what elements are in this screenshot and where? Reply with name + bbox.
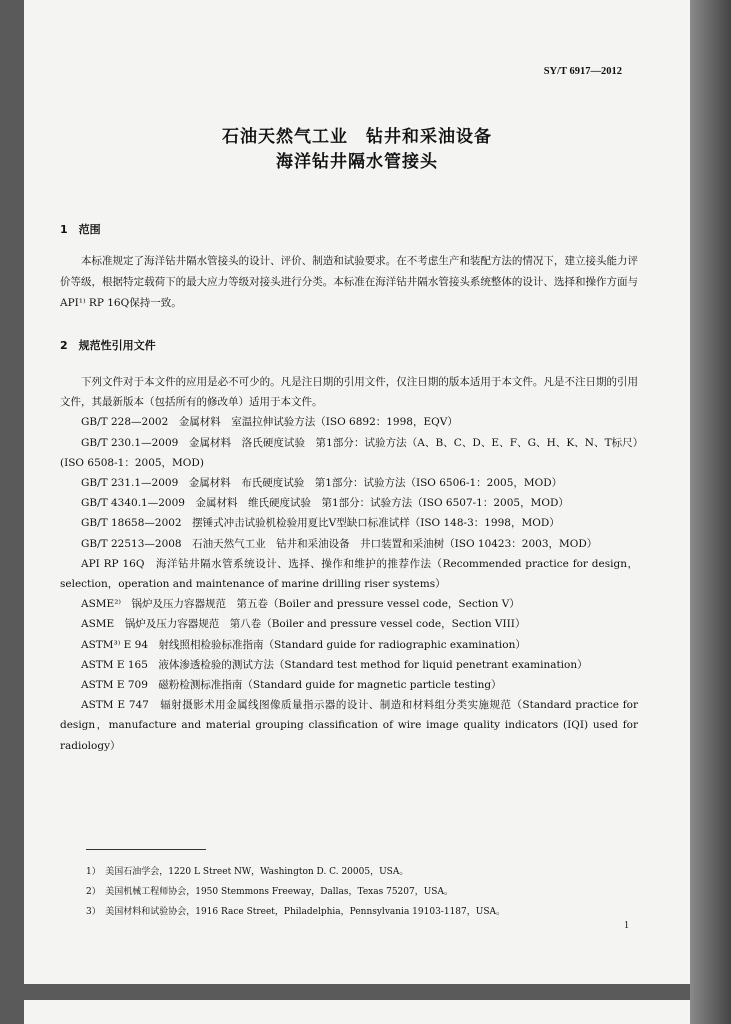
reference-item: ASME 锅炉及压力容器规范 第八卷（Boiler and pressure vessel code，Section VIII） [81,618,526,631]
reference-item: ASME²⁾ 锅炉及压力容器规范 第五卷（Boiler and pressure vessel code，Section V） [81,598,520,611]
references-intro: 下列文件对于本文件的应用是必不可少的。凡是注日期的引用文件，仅注日期的版本适用于本文件。凡是不注日期的引用文件，其最新版本（包括所有的修改单）适用于本文件。 [60,376,638,409]
page-number: 1 [624,920,629,931]
document-page [24,0,690,984]
footnote-divider [86,849,206,850]
references-block [60,372,638,756]
section-2-heading: 2 规范性引用文件 [60,339,156,352]
next-page-edge [24,1000,690,1024]
reference-item: GB/T 18658—2002 摆锤式冲击试验机检验用夏比V型缺口标准试样（ISO 148-3：1998，MOD） [81,517,560,530]
footnote-item: 2） 美国机械工程师协会，1950 Stemmons Freeway，Dallas，Texas 75207，USA。 [86,887,453,897]
reference-item: GB/T 4340.1—2009 金属材料 维氏硬度试验 第1部分：试验方法（ISO 6507-1：2005，MOD） [81,497,569,510]
reference-item: ASTM E 165 液体渗透检验的测试方法（Standard test method for liquid penetrant examination） [81,658,588,671]
footnote-item: 3） 美国材料和试验协会，1916 Race Street，Philadelphia，Pennsylvania 19103-1187，USA。 [86,907,505,917]
background-shade [690,0,731,1024]
section-1-heading: 1 范围 [60,223,101,236]
reference-item: ASTM E 747 辐射摄影术用金属线图像质量指示器的设计、制造和材料组分类实施规范（Standard practice for design，manufacture and material grouping classification of wire image quality indicators (IQI) used for radiology） [60,699,638,752]
title-line-1: 石油天然气工业 钻井和采油设备 [222,127,492,147]
reference-item: ASTM E 709 磁粉检测标准指南（Standard guide for magnetic particle testing） [81,679,502,692]
reference-item: API RP 16Q 海洋钻井隔水管系统设计、选择、操作和维护的推荐作法（Recommended practice for design，selection，operation and maintenance of marine drilling riser systems） [60,557,638,591]
title-line-2: 海洋钻井隔水管接头 [276,152,438,172]
reference-item: GB/T 230.1—2009 金属材料 洛氏硬度试验 第1部分：试验方法（A、B、C、D、E、F、G、H、K、N、T标尺）(ISO 6508-1：2005，MOD) [60,436,638,469]
reference-item: GB/T 231.1—2009 金属材料 布氏硬度试验 第1部分：试验方法（ISO 6506-1：2005，MOD） [81,477,563,490]
footnotes [86,862,626,922]
document-number: SY/T 6917—2012 [543,66,622,77]
section-1-body: 本标准规定了海洋钻井隔水管接头的设计、评价、制造和试验要求。在不考虑生产和装配方法的情况下，建立接头能力评价等级，根据特定载荷下的最大应力等级对接头进行分类。本标准在海洋钻井隔水管接头系统整体的设计、选择和操作方面与API¹⁾ RP 16Q保持一致。 [60,255,638,309]
reference-item: GB/T 22513—2008 石油天然气工业 钻井和采油设备 井口装置和采油树（ISO 10423：2003，MOD） [81,537,598,550]
reference-item: GB/T 228—2002 金属材料 室温拉伸试验方法（ISO 6892：1998，EQV） [81,416,458,429]
reference-item: ASTM³⁾ E 94 射线照相检验标准指南（Standard guide for radiographic examination） [81,638,526,651]
footnote-item: 1） 美国石油学会，1220 L Street NW，Washington D. C. 20005，USA。 [86,867,409,877]
